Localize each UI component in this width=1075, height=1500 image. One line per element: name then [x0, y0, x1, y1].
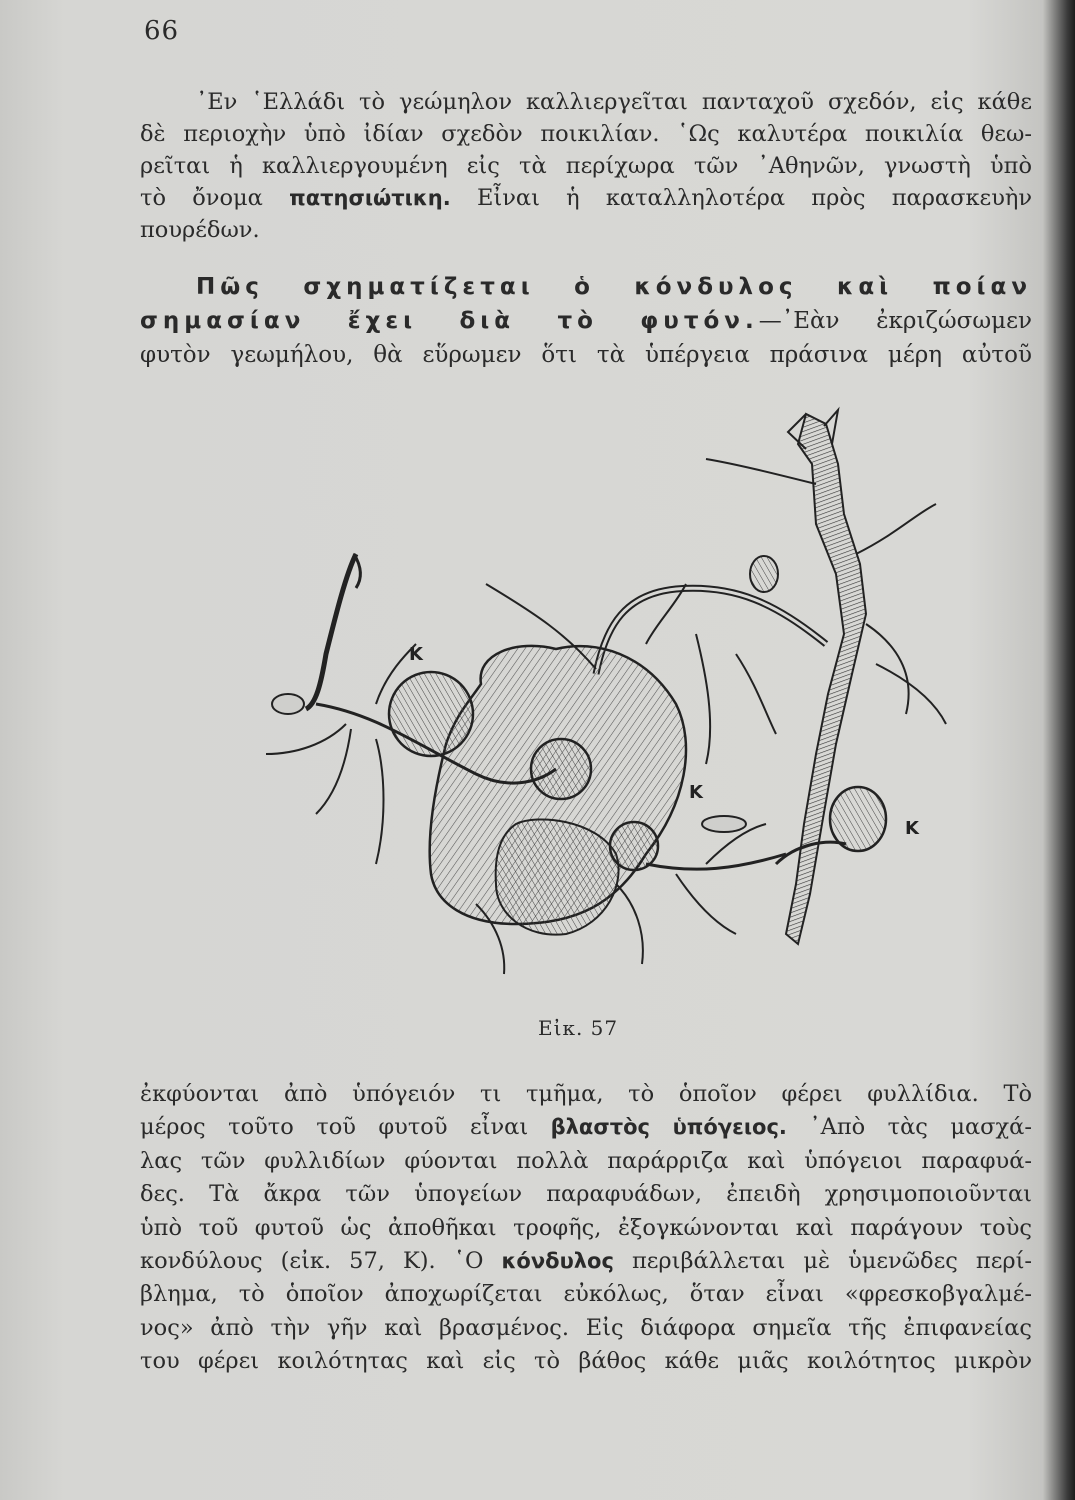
text-segment: τὸ ὄνομα — [140, 185, 263, 211]
term-bold: βλαστὸς ὑπόγειος. — [550, 1115, 787, 1140]
text-line: ἐκφύονται ἀπὸ ὑπόγειόν τι τμῆμα, τὸ ὁποῖον φέρει φυλλίδια. Τὸ — [140, 1081, 1032, 1107]
term-bold: κόνδυλος — [501, 1249, 614, 1274]
text-segment: Εἶναι ἡ καταλληλοτέρα πρὸς παρασκευὴν — [476, 185, 1033, 211]
text-segment: —᾿Εὰν ἐκριζώσωμεν — [758, 308, 1032, 334]
section-heading-line — [140, 304, 1032, 338]
text-line: δὲ περιοχὴν ὑπὸ ἰδίαν σχεδὸν ποικιλίαν. ῾Ως καλυτέρα ποικιλία θεω- — [140, 121, 1032, 147]
tuber-label-k: Κ — [409, 644, 423, 665]
paragraph-tuber — [140, 1078, 1032, 1379]
section-heading: Πῶς σχηματίζεται ὁ κόνδυλος καὶ ποίαν — [196, 274, 1032, 300]
text-line: λας τῶν φυλλιδίων φύονται πολλὰ παράρριζα καὶ ὑπόγειοι παραφυά- — [140, 1147, 1032, 1174]
section-heading: σημασίαν ἔχει διὰ τὸ φυτόν. — [140, 308, 759, 334]
text-line — [140, 1245, 1032, 1278]
text-segment: μέρος τοῦτο τοῦ φυτοῦ εἶναι — [140, 1114, 529, 1141]
tuber-label-k: Κ — [689, 782, 703, 803]
variety-name-bold: πατησιώτικη. — [289, 186, 451, 210]
text-line — [140, 182, 1032, 214]
main-stem — [786, 414, 866, 944]
page-number: 66 — [144, 16, 180, 46]
paragraph-heading — [140, 270, 1032, 372]
text-line: φυτὸν γεωμήλου, θὰ εὕρωμεν ὅτι τὰ ὑπέργεια πράσινα μέρη αὐτοῦ — [140, 342, 1032, 368]
text-line: ὑπὸ τοῦ φυτοῦ ὡς ἀποθῆκαι τροφῆς, ἐξογκώνονται καὶ παράγουν τοὺς — [140, 1214, 1032, 1241]
text-line — [140, 1111, 1032, 1144]
text-line: ρεῖται ἡ καλλιεργουμένη εἰς τὰ περίχωρα τῶν ᾿Αθηνῶν, γνωστὴ ὑπὸ — [140, 153, 1032, 179]
small-tuber — [610, 822, 658, 870]
text-line: πουρέδων. — [140, 217, 260, 243]
figure-caption: Εἰκ. 57 — [538, 1016, 619, 1040]
text-line: βλημα, τὸ ὁποῖον ἀποχωρίζεται εὐκόλως, ὅταν εἶναι «φρεσκοβγαλμέ- — [140, 1281, 1032, 1308]
paragraph-intro — [140, 86, 1032, 246]
text-line: του φέρει κοιλότητας καὶ εἰς τὸ βάθος κάθε μιᾶς κοιλότητος μικρὸν — [140, 1348, 1032, 1375]
tuber-label-k: Κ — [905, 818, 919, 839]
text-line: δες. Τὰ ἄκρα τῶν ὑπογείων παραφυάδων, ἐπειδὴ χρησιμοποιοῦνται — [140, 1181, 1032, 1208]
plant-drawing — [176, 404, 966, 984]
text-line: νος» ἀπὸ τὴν γῆν καὶ βρασμένος. Εἰς διάφορα σημεῖα τῆς ἐπιφανείας — [140, 1314, 1032, 1341]
text-line: ᾿Εν ῾Ελλάδι τὸ γεώμηλον καλλιεργεῖται πανταχοῦ σχεδόν, εἰς κάθε — [196, 89, 1032, 115]
text-segment: κονδύλους (εἰκ. 57, Κ). ῾Ο — [140, 1248, 484, 1275]
text-segment: ᾿Απὸ τὰς μασχά- — [809, 1114, 1032, 1141]
small-tuber — [389, 672, 473, 756]
text-segment: περιβάλλεται μὲ ὑμενῶδες περί- — [631, 1248, 1032, 1275]
left-stolon — [306, 554, 356, 709]
small-tuber — [531, 739, 591, 799]
section-heading-line — [140, 270, 1032, 304]
potato-plant-illustration — [176, 404, 966, 984]
